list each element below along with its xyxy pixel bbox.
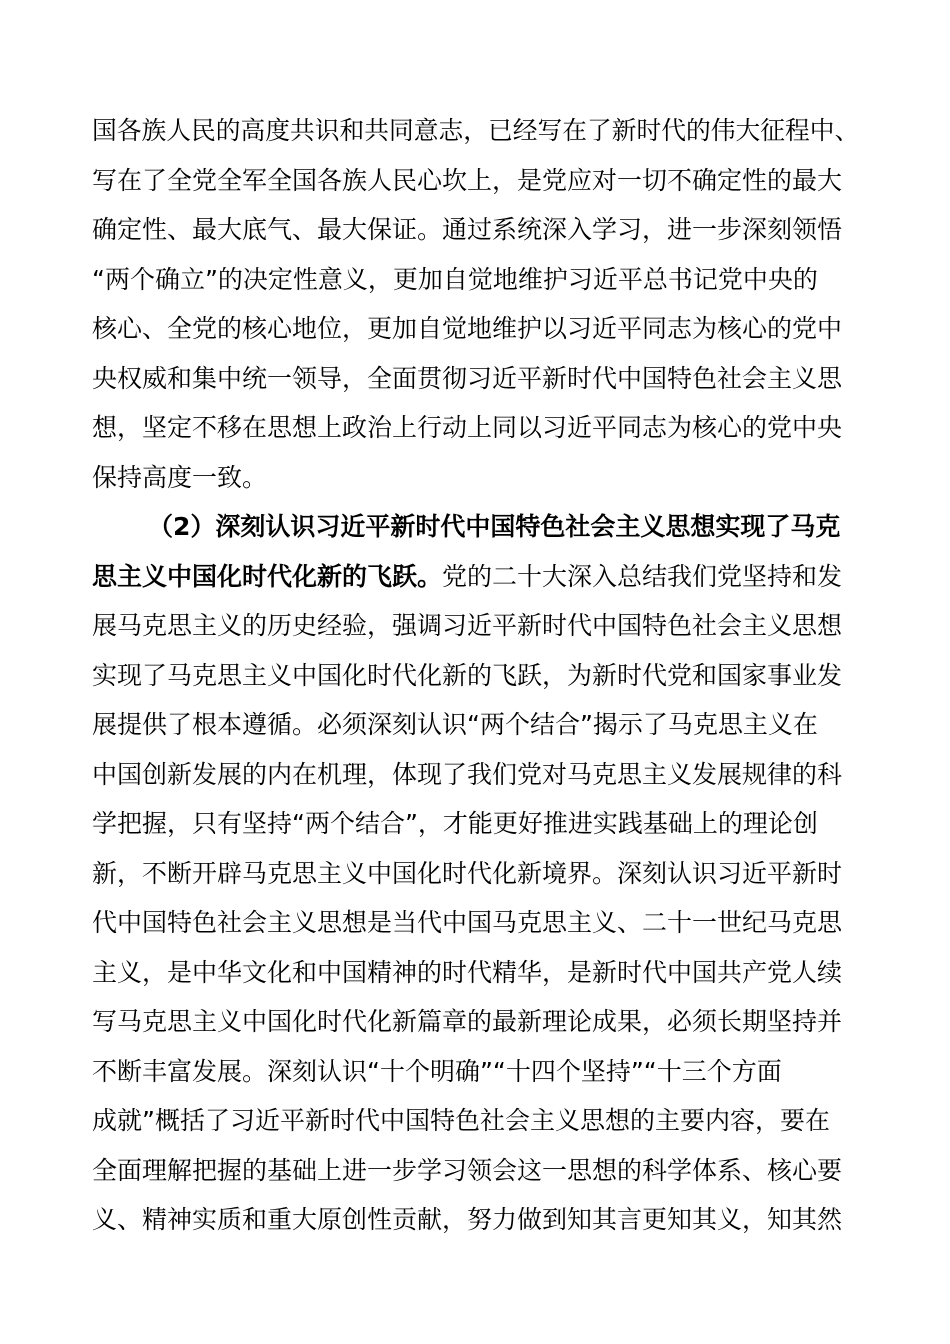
section-heading: （2）深刻认识习近平新时代中国特色社会主义思想实现了马克 — [148, 512, 841, 541]
text-line: 写在了全党全军全国各族人民心坎上，是党应对一切不确定性的最大 — [92, 165, 843, 195]
text-line: 想，坚定不移在思想上政治上行动上同以习近平同志为核心的党中央 — [92, 413, 843, 442]
text-line: 展马克思主义的历史经验，强调习近平新时代中国特色社会主义思想 — [92, 611, 843, 640]
text-line: 保持高度一致。 — [92, 462, 268, 492]
section-heading-end: 思主义中国化时代化新的飞跃。 — [92, 561, 443, 591]
text-line: 新，不断开辟马克思主义中国化时代化新境界。深刻认识习近平新时 — [92, 858, 843, 888]
paragraph-2 — [92, 502, 862, 1245]
text-line: 核心、全党的核心地位，更加自觉地维护以习近平同志为核心的党中 — [92, 314, 843, 343]
text-line: 展提供了根本遵循。必须深刻认识“两个结合”揭示了马克思主义在 — [92, 710, 818, 739]
text-line: 义、精神实质和重大原创性贡献，努力做到知其言更知其义，知其然 — [92, 1205, 843, 1234]
text-line: 写马克思主义中国化时代化新篇章的最新理论成果，必须长期坚持并 — [92, 1007, 843, 1036]
text-line: “两个确立”的决定性意义，更加自觉地维护习近平总书记党中央的 — [92, 264, 818, 294]
body-text — [92, 106, 862, 1245]
text-line: 确定性、最大底气、最大保证。通过系统深入学习，进一步深刻领悟 — [92, 215, 843, 244]
text-line: 国各族人民的高度共识和共同意志，已经写在了新时代的伟大征程中、 — [92, 116, 860, 145]
text-line: 代中国特色社会主义思想是当代中国马克思主义、二十一世纪马克思 — [92, 908, 843, 937]
text-line-rest: 党的二十大深入总结我们党坚持和发 — [442, 561, 843, 591]
text-line — [92, 552, 862, 602]
text-line: 实现了马克思主义中国化时代化新的飞跃，为新时代党和国家事业发 — [92, 660, 843, 690]
paragraph-1 — [92, 106, 862, 502]
text-line: 主义，是中华文化和中国精神的时代精华，是新时代中国共产党人续 — [92, 957, 843, 987]
text-line: 成就”概括了习近平新时代中国特色社会主义思想的主要内容，要在 — [92, 1106, 830, 1135]
text-line: 央权威和集中统一领导，全面贯彻习近平新时代中国特色社会主义思 — [92, 363, 843, 393]
text-line: 不断丰富发展。深刻认识“十个明确”“十四个坚持”“十三个方面 — [92, 1056, 782, 1086]
text-line: 学把握，只有坚持“两个结合”，才能更好推进实践基础上的理论创 — [92, 809, 818, 838]
text-line: 全面理解把握的基础上进一步学习领会这一思想的科学体系、核心要 — [92, 1155, 843, 1185]
text-line: 中国创新发展的内在机理，体现了我们党对马克思主义发展规律的科 — [92, 759, 843, 789]
